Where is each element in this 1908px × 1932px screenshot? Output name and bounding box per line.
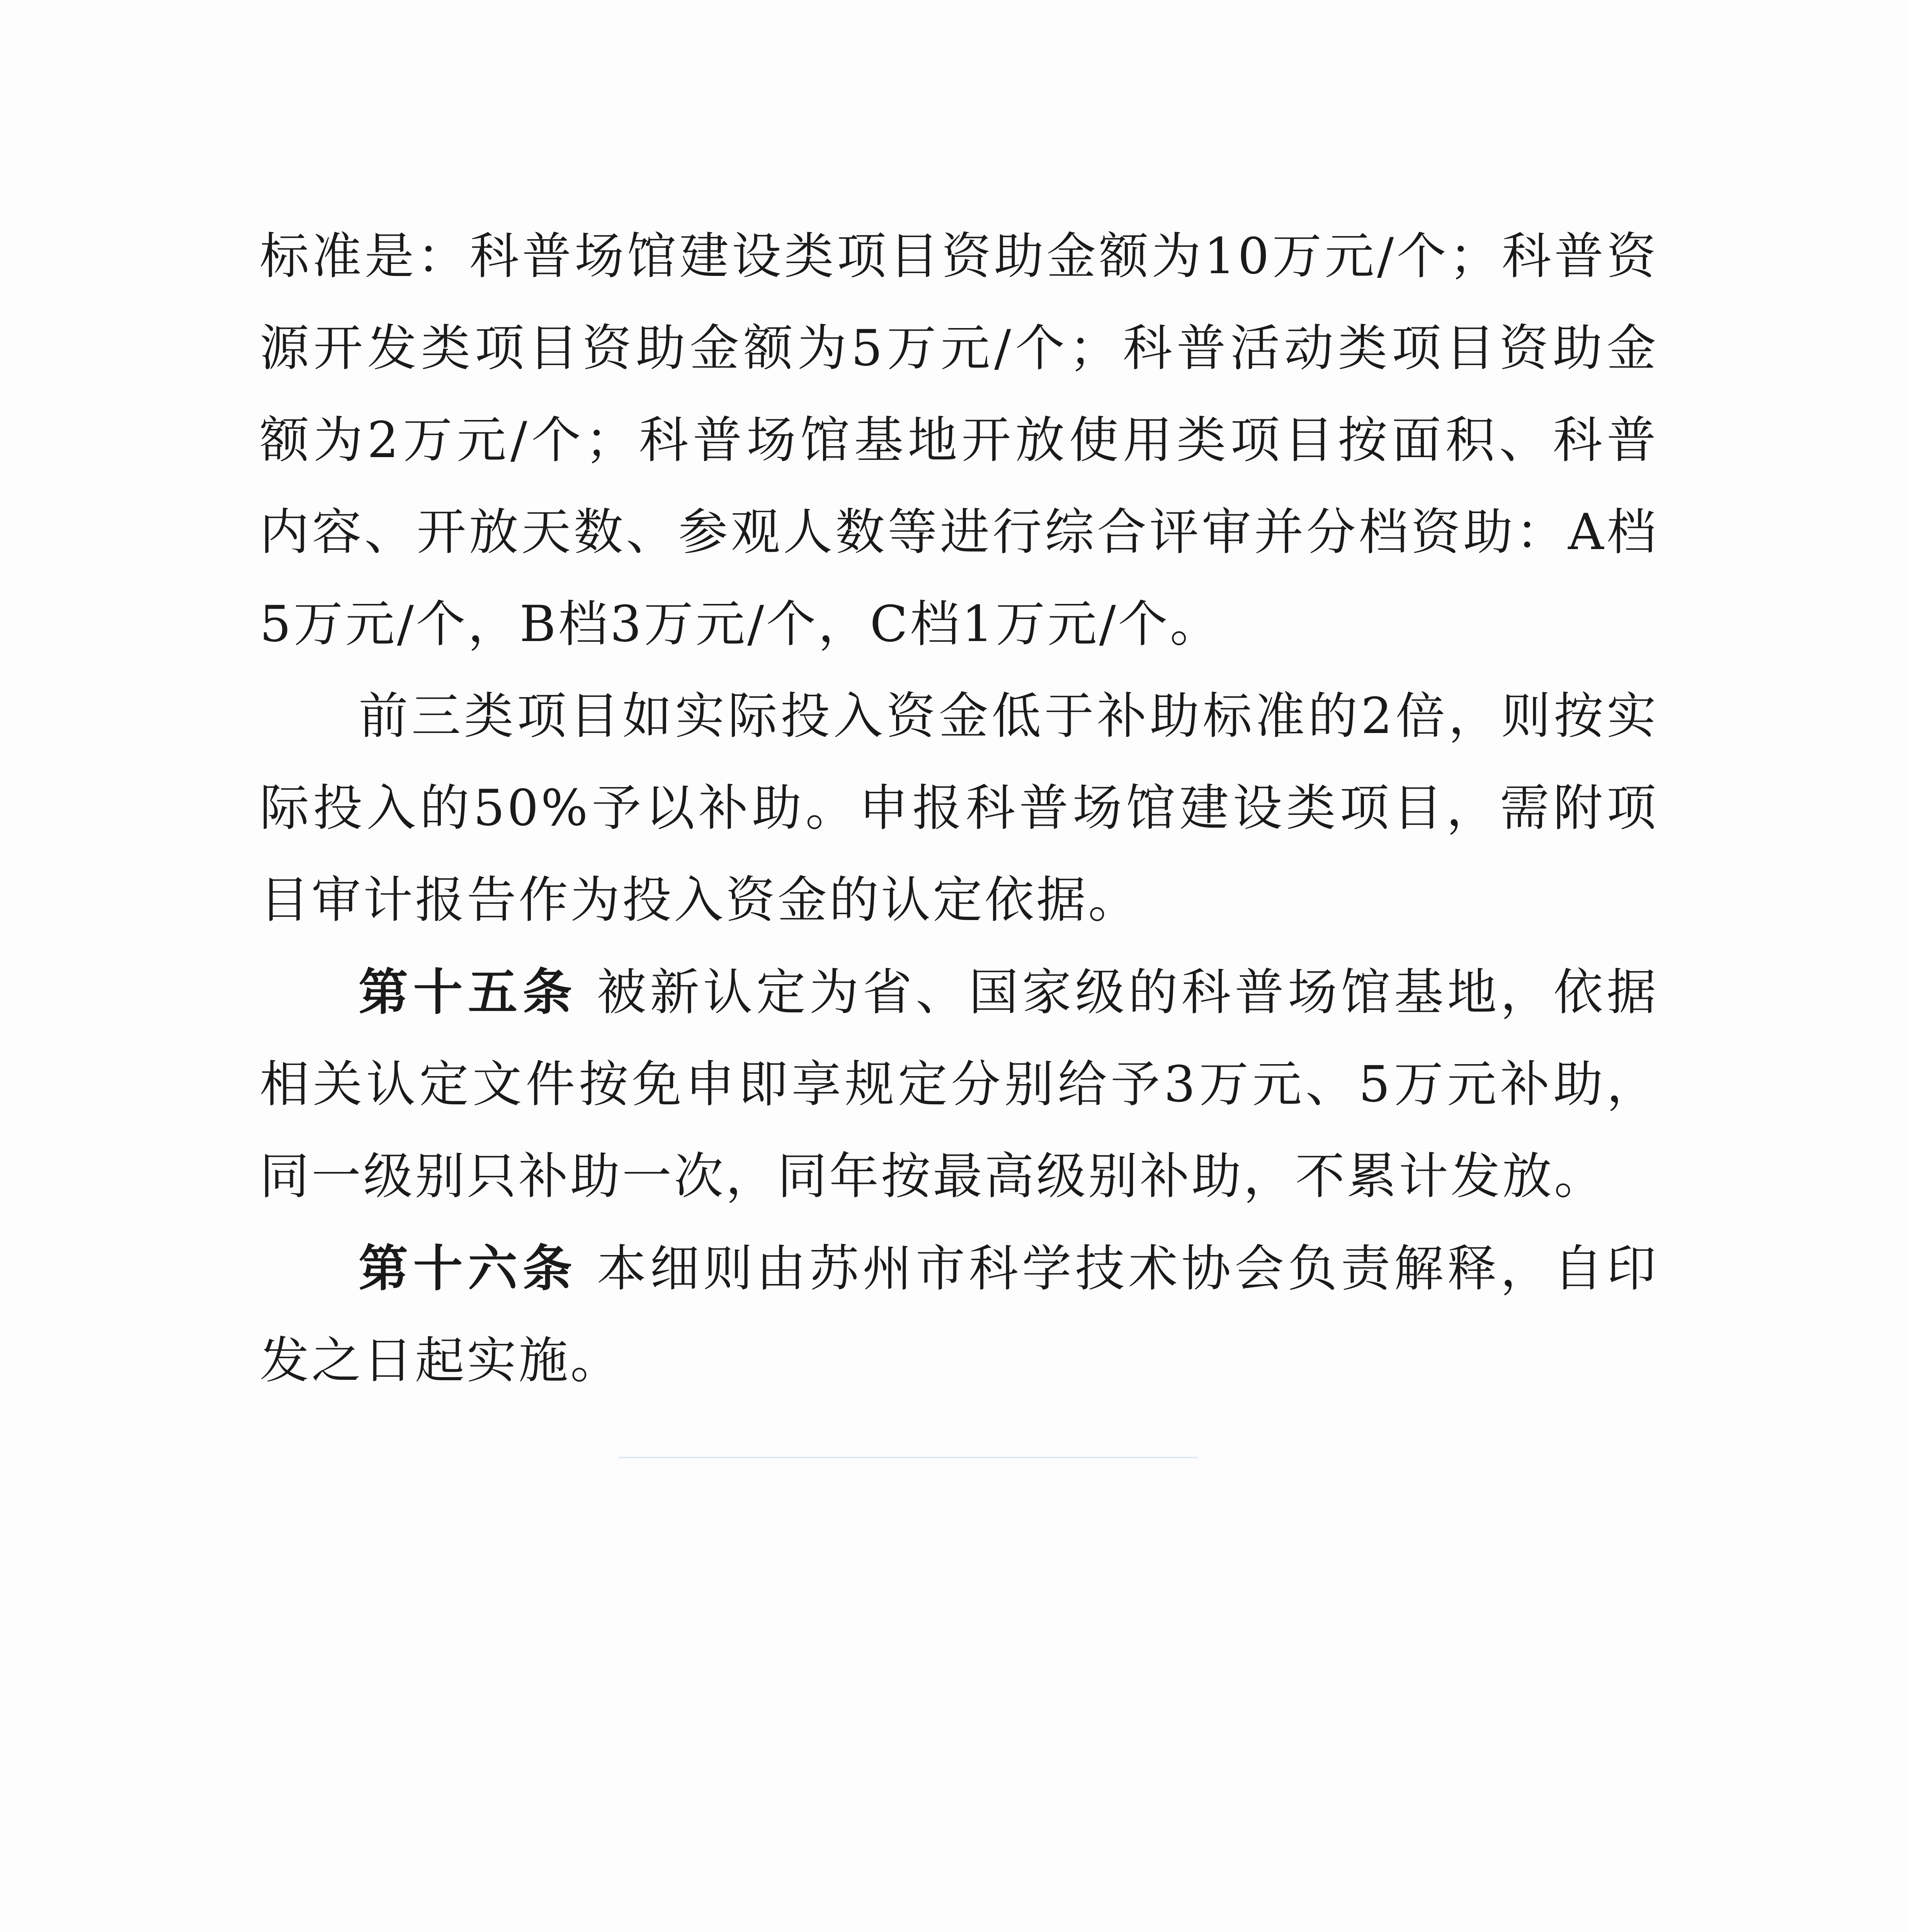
article-sixteen (260, 1223, 1658, 1407)
article-label: 第十五条 (359, 963, 578, 1021)
scan-artifact-line (618, 1457, 1198, 1458)
paragraph-text: 标准是：科普场馆建设类项目资助金额为10万元/个；科普资源开发类项目资助金额为5万元/个；科普活动类项目资助金额为2万元/个；科普场馆基地开放使用类项目按面积、科普内容、开放天数、参观人数等进行综合评审并分档资助：A档5万元/个，B档3万元/个，C档1万元/个。 (260, 228, 1658, 653)
document-body (260, 211, 1658, 1407)
article-label: 第十六条 (359, 1240, 578, 1298)
paragraph-subsidy-rule (260, 670, 1658, 946)
article-text: 被新认定为省、国家级的科普场馆基地，依据相关认定文件按免申即享规定分别给予3万元、5万元补助，同一级别只补助一次，同年按最高级别补助，不累计发放。 (260, 964, 1658, 1205)
paragraph-funding-standards (260, 211, 1658, 670)
paragraph-text: 前三类项目如实际投入资金低于补助标准的2倍，则按实际投入的50%予以补助。申报科普场馆建设类项目，需附项目审计报告作为投入资金的认定依据。 (260, 687, 1658, 929)
article-fifteen (260, 946, 1658, 1223)
article-text: 本细则由苏州市科学技术协会负责解释，自印发之日起实施。 (260, 1240, 1658, 1389)
